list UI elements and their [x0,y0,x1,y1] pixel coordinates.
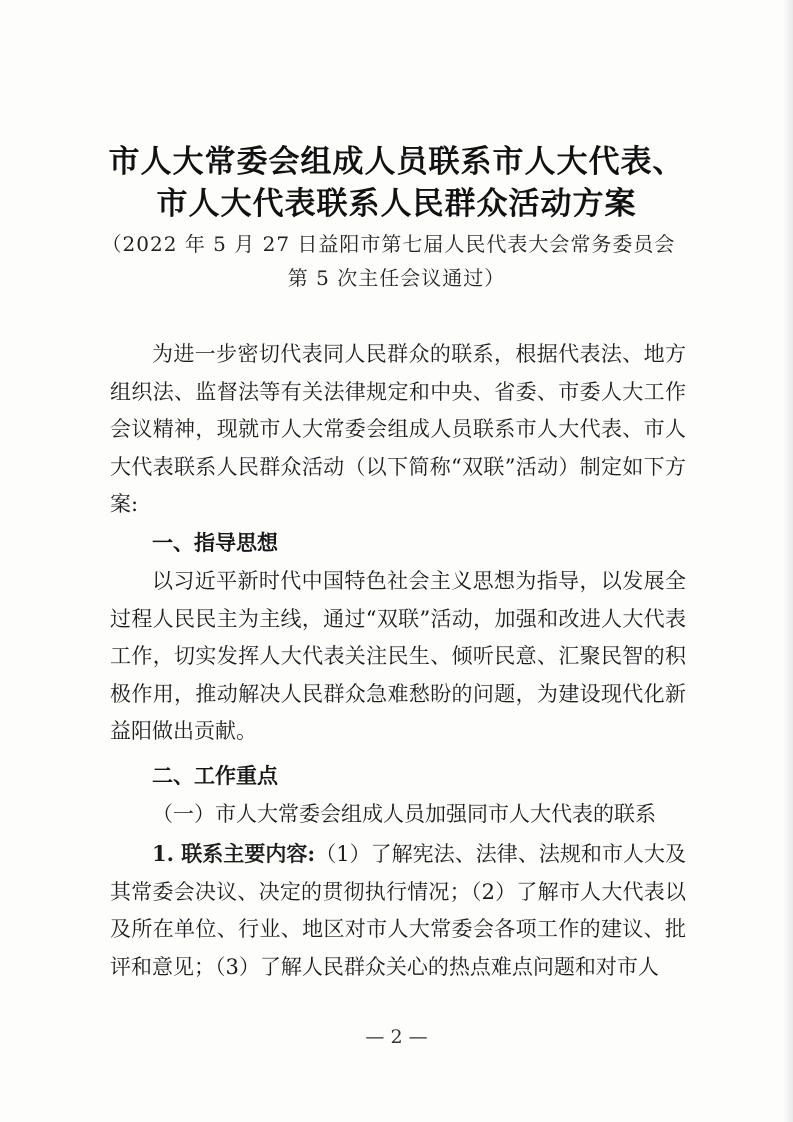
document-subtitle-line-1: （2022 年 5 月 27 日益阳市第七届人民代表大会常务委员会 [101,232,676,256]
document-title-line-2: 市人大代表联系人民群众活动方案 [156,186,637,222]
section-1-heading: 一、指导思想 [152,531,278,555]
section-2-subheading-1: （一）市人大常委会组成人员加强同市人大代表的联系 [152,802,656,826]
page-number: — 2 — [365,1026,428,1048]
section-2-heading: 二、工作重点 [152,764,278,788]
document-title-line-1: 市人大常委会组成人员联系市人大代表、 [108,144,685,180]
document-subtitle-line-2: 第 5 次主任会议通过） [287,266,506,290]
item-1-text: （1）了解宪法、法律、法规和市人大及其常委会决议、决定的贯彻执行情况；（2）了解市人大代表以及所在单位、行业、地区对市人大常委会各项工作的建议、批评和意见；（3）了解人民群众关心的热点难点问题和对市人 [110,842,686,979]
intro-paragraph: 为进一步密切代表同人民群众的联系，根据代表法、地方组织法、监督法等有关法律规定和中央、省委、市委人大工作会议精神，现就市人大常委会组成人员联系市人大代表、市人大代表联系人民群众活动（以下简称“双联”活动）制定如下方案: [110,342,686,517]
item-1-paragraph [110,835,686,986]
section-1-paragraph: 以习近平新时代中国特色社会主义思想为指导，以发展全过程人民民主为主线，通过“双联”活动，加强和改进人大代表工作，切实发挥人大代表关注民生、倾听民意、汇聚民智的积极作用，推动解决人民群众急难愁盼的问题，为建设现代化新益阳做出贡献。 [110,569,686,744]
item-1-lead: 1. 联系主要内容: [152,841,316,866]
